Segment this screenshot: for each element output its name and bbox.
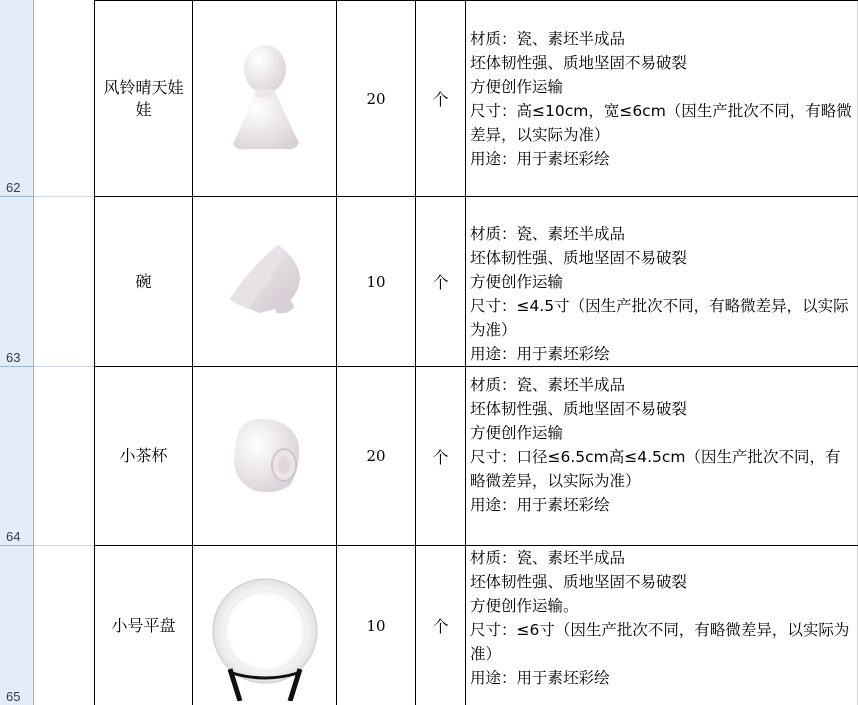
desc-line: 尺寸：≤4.5寸（因生产批次不同，有略微差异，以实际为准） <box>470 296 849 339</box>
row-header-column <box>0 0 34 705</box>
desc-line: 坯体韧性强、质地坚固不易破裂 <box>470 400 688 418</box>
desc-line: 坯体韧性强、质地坚固不易破裂 <box>470 53 688 72</box>
product-image-cell[interactable] <box>193 367 336 545</box>
ceramic-plate-icon <box>210 551 320 701</box>
unit-cell[interactable]: 个 <box>432 90 449 109</box>
desc-line: 材质：瓷、素坯半成品 <box>470 376 626 394</box>
desc-line: 用途：用于素坯彩绘 <box>470 496 610 514</box>
product-image-cell[interactable] <box>193 197 336 366</box>
desc-line: 用途：用于素坯彩绘 <box>470 669 610 687</box>
product-name-cell[interactable] <box>95 546 192 705</box>
desc-line: 方便创作运输 <box>470 272 564 291</box>
product-name: 小茶杯 <box>119 446 168 465</box>
product-name-cell[interactable] <box>95 197 192 366</box>
desc-line: 材质：瓷、素坯半成品 <box>470 224 626 243</box>
desc-line: 方便创作运输 <box>470 77 564 96</box>
product-name-cell[interactable] <box>95 367 192 545</box>
desc-line: 坯体韧性强、质地坚固不易破裂 <box>470 248 688 267</box>
desc-line: 尺寸：口径≤6.5cm高≤4.5cm（因生产批次不同，有略微差异，以实际为准） <box>470 448 841 490</box>
desc-line: 方便创作运输 <box>470 424 564 442</box>
desc-line: 尺寸：≤6寸（因生产批次不同，有略微差异，以实际为准） <box>470 621 850 663</box>
row-header-62[interactable]: 62 <box>0 0 33 197</box>
product-name: 碗 <box>135 271 152 291</box>
unit-cell[interactable]: 个 <box>432 617 449 636</box>
quantity-cell[interactable]: 10 <box>366 272 386 291</box>
product-image-cell[interactable] <box>193 546 336 705</box>
desc-line: 用途：用于素坯彩绘 <box>470 149 610 168</box>
row-header-63[interactable]: 63 <box>0 197 33 367</box>
product-name: 风铃晴天娃娃 <box>103 77 184 119</box>
description-cell[interactable] <box>466 546 857 705</box>
desc-line: 方便创作运输。 <box>470 597 579 615</box>
unit-cell[interactable]: 个 <box>432 273 449 292</box>
quantity-cell[interactable]: 10 <box>366 616 386 635</box>
desc-line: 尺寸：高≤10cm，宽≤6cm（因生产批次不同，有略微差异，以实际为准） <box>470 101 852 144</box>
product-name: 小号平盘 <box>111 615 176 635</box>
desc-line: 材质：瓷、素坯半成品 <box>470 549 626 567</box>
description-cell[interactable] <box>466 1 857 196</box>
desc-line: 材质：瓷、素坯半成品 <box>470 29 626 48</box>
row-header-65[interactable]: 65 <box>6 689 21 704</box>
unit-cell[interactable]: 个 <box>432 447 449 467</box>
description-cell[interactable] <box>466 367 857 545</box>
desc-line: 坯体韧性强、质地坚固不易破裂 <box>470 573 688 591</box>
description-cell[interactable] <box>466 197 857 366</box>
desc-line: 用途：用于素坯彩绘 <box>470 344 610 363</box>
quantity-cell[interactable]: 20 <box>366 447 386 465</box>
product-image-cell[interactable] <box>193 1 336 196</box>
ceramic-doll-icon <box>225 39 305 159</box>
ceramic-cup-icon <box>220 411 310 501</box>
quantity-cell[interactable]: 20 <box>366 89 386 108</box>
row-header-64[interactable]: 64 <box>0 367 33 546</box>
ceramic-bowl-icon <box>220 237 310 327</box>
product-name-cell[interactable] <box>95 1 192 196</box>
spreadsheet-grid <box>34 0 858 705</box>
